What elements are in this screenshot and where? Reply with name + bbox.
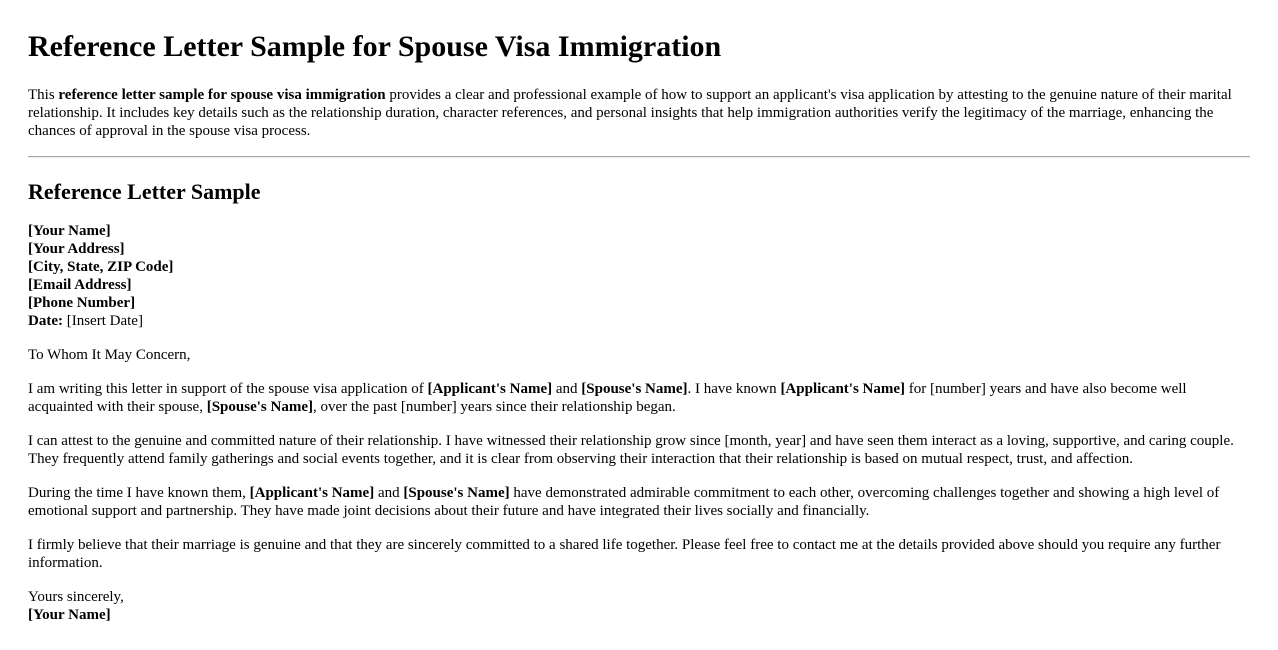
salutation: To Whom It May Concern, (28, 347, 191, 363)
p1-spouse-name: [Spouse's Name] (581, 381, 688, 397)
p3-text-2: and (374, 485, 404, 501)
sender-address-block (28, 222, 1250, 330)
p1-text-5: , over the past [number] years since their relationship began. (312, 399, 676, 415)
p1-applicant-name: [Applicant's Name] (427, 381, 553, 397)
p1-spouse-name-2: [Spouse's Name] (206, 399, 313, 415)
sender-name: [Your Name] (28, 223, 111, 239)
letter-paragraph-2: I can attest to the genuine and committed nature of their relationship. I have witnessed their relationship grow since [month, year] and have seen them interact as a loving, supportive, and caring couple. They frequently attend family gatherings and social events together, and it is clear from observing their interaction that their relationship is based on mutual respect, trust, and affection. (28, 433, 1234, 467)
p1-applicant-name-2: [Applicant's Name] (780, 381, 906, 397)
sender-email: [Email Address] (28, 277, 132, 293)
intro-rest: provides a clear and professional example of how to support an applicant's visa application by attesting to the genuine nature of their marital relationship. It includes key details such as the relationship duration, character references, and personal insights that help immigration authorities verify the legitimacy of the marriage, enhancing the chances of approval in the spouse visa process. (28, 87, 1232, 139)
intro-lead: This (28, 87, 59, 103)
sender-city: [City, State, ZIP Code] (28, 259, 174, 275)
p1-text-2: and (552, 381, 582, 397)
valediction: Yours sincerely, (28, 589, 124, 605)
p3-spouse-name: [Spouse's Name] (403, 485, 510, 501)
date-line (28, 312, 1250, 330)
closing-block (28, 588, 1250, 624)
signature-name: [Your Name] (28, 607, 111, 623)
sender-address: [Your Address] (28, 241, 125, 257)
p1-text-1: I am writing this letter in support of the spouse visa application of (28, 381, 428, 397)
intro-paragraph (28, 86, 1250, 140)
sender-phone: [Phone Number] (28, 295, 136, 311)
p1-text-3: . I have known (687, 381, 781, 397)
letter-paragraph-3 (28, 484, 1250, 520)
letter-paragraph-4: I firmly believe that their marriage is genuine and that they are sincerely committed to a shared life together. Please feel free to contact me at the details provided above should you require any further information. (28, 537, 1221, 571)
section-divider (28, 156, 1250, 158)
p3-text-3: have demonstrated admirable commitment to each other, overcoming challenges together and showing a high level of emotional support and partnership. They have made joint decisions about their future and have integrated their lives socially and financially. (28, 485, 1220, 519)
p1-text-4: for [number] years and have also become well acquainted with their spouse, (28, 381, 1187, 415)
page-title: Reference Letter Sample for Spouse Visa Immigration (28, 30, 722, 63)
p3-text-1: During the time I have known them, (28, 485, 250, 501)
letter-paragraph-1 (28, 380, 1250, 416)
date-label: Date: (28, 313, 63, 329)
p3-applicant-name: [Applicant's Name] (249, 485, 375, 501)
date-value: [Insert Date] (62, 313, 143, 329)
intro-bold-phrase: reference letter sample for spouse visa immigration (58, 87, 386, 103)
section-heading: Reference Letter Sample (28, 179, 261, 204)
